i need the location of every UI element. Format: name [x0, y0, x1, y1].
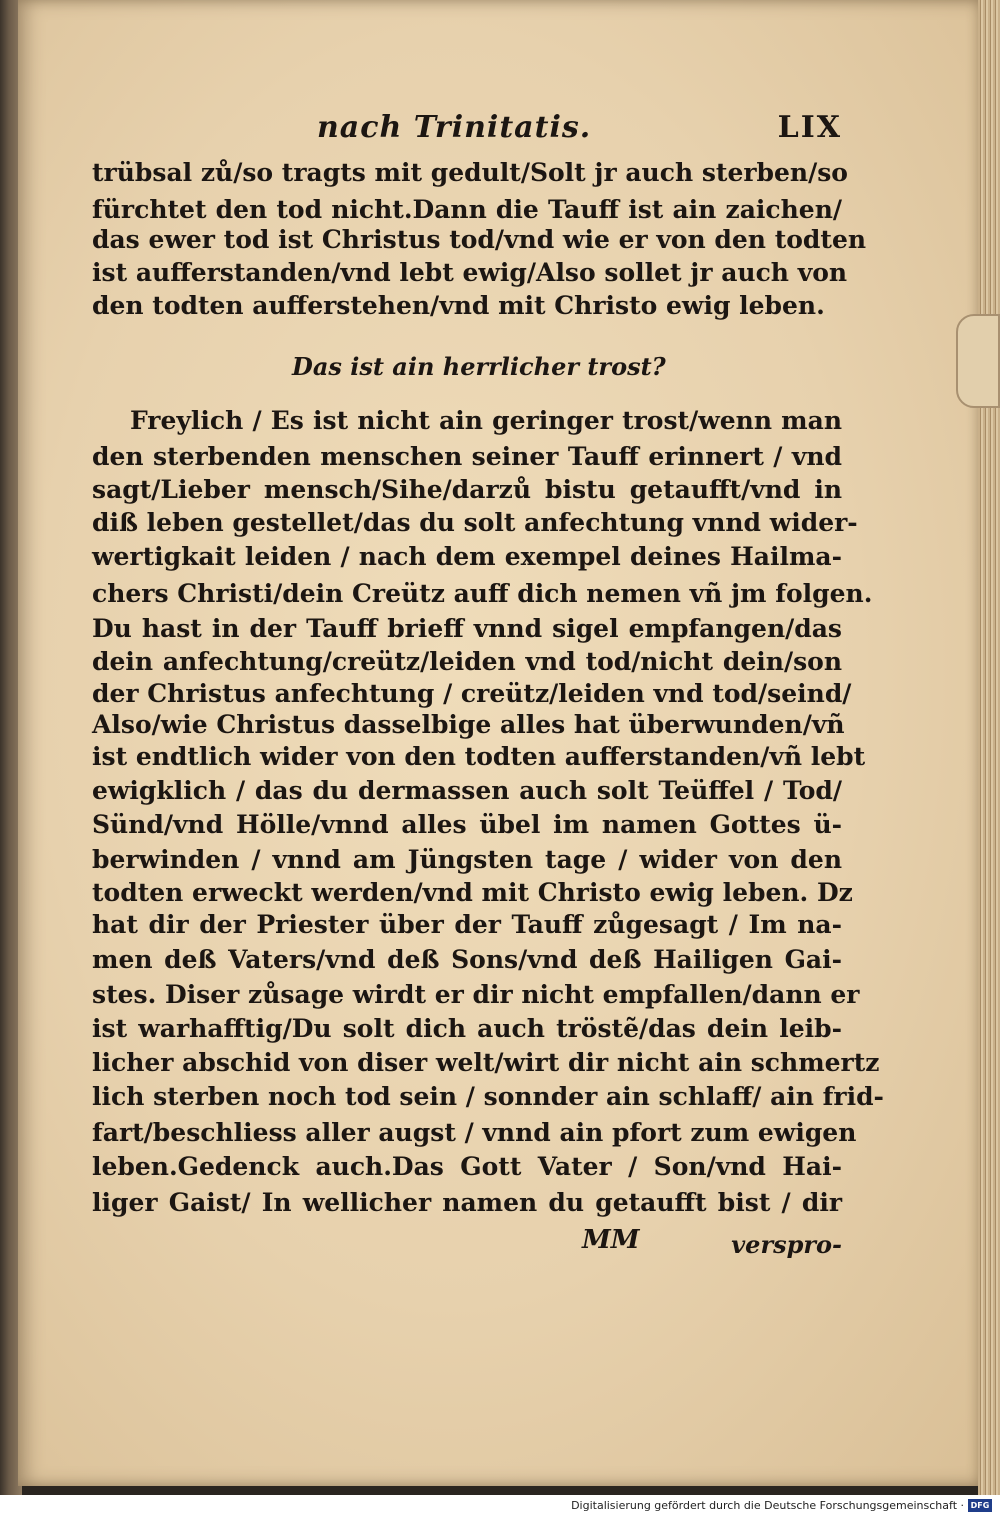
paragraph-line: liger Gaist/ In wellicher namen du getaufft bist / dir: [92, 1188, 842, 1217]
paragraph-line: hat dir der Priester über der Tauff zůgesagt / Im na-: [92, 910, 842, 939]
paragraph-line: den sterbenden menschen seiner Tauff erinnert / vnd: [92, 442, 842, 471]
paragraph-line: ewigklich / das du dermassen auch solt Teüffel / Tod/: [92, 776, 842, 805]
paragraph-line: men deß Vaters/vnd deß Sons/vnd deß Hailigen Gai-: [92, 945, 842, 974]
paragraph-line: sagt/Lieber mensch/Sihe/darzů bistu getaufft/vnd in: [92, 475, 842, 504]
signature-mark: MM: [582, 1225, 640, 1255]
paragraph-line: licher abschid von diser welt/wirt dir nicht ain schmertz: [92, 1048, 880, 1077]
paragraph-line: ist warhafftig/Du solt dich auch tröstẽ/das dein leib-: [92, 1014, 842, 1043]
text-line: fürchtet den tod nicht.Dann die Tauff ist ain zaichen/: [92, 195, 842, 224]
paragraph-line: lich sterben noch tod sein / sonnder ain schlaff/ ain frid-: [92, 1082, 884, 1111]
page-header: [92, 110, 842, 150]
folio-number: LIX: [777, 110, 842, 145]
paragraph-line: der Christus anfechtung / creütz/leiden vnd tod/seind/: [92, 679, 852, 708]
paragraph-line: fart/beschliess aller augst / vnnd ain pfort zum ewigen: [92, 1118, 857, 1147]
paragraph-line: stes. Diser zůsage wirdt er dir nicht empfallen/dann er: [92, 980, 860, 1009]
paragraph-line: dein anfechtung/creütz/leiden vnd tod/nicht dein/son: [92, 647, 842, 676]
paragraph-line: leben.Gedenck auch.Das Gott Vater / Son/vnd Hai-: [92, 1152, 842, 1181]
paragraph-line: diß leben gestellet/das du solt anfechtung vnnd wider-: [92, 508, 858, 537]
paragraph-line: Du hast in der Tauff brieff vnnd sigel empfangen/das: [92, 614, 842, 643]
paragraph-line: chers Christi/dein Creütz auff dich nemen vñ jm folgen.: [92, 579, 873, 608]
dfg-logo: DFG: [968, 1499, 992, 1512]
funding-credit: Digitalisierung gefördert durch die Deutsche Forschungsgemeinschaft ·: [571, 1499, 964, 1512]
catchword: verspro-: [731, 1230, 842, 1259]
text-line: den todten aufferstehen/vnd mit Christo ewig leben.: [92, 291, 825, 320]
section-heading: Das ist ain herrlicher trost?: [292, 352, 666, 381]
page-tab-marker: [956, 314, 1000, 408]
footer-bar: [0, 1495, 1000, 1517]
page-fore-edge: [978, 0, 1000, 1495]
text-line: trübsal zů/so tragts mit gedult/Solt jr auch sterben/so: [92, 158, 848, 187]
paragraph-line: Sünd/vnd Hölle/vnnd alles übel im namen Gottes ü-: [92, 810, 842, 839]
paragraph-line: Freylich / Es ist nicht ain geringer trost/wenn man: [130, 406, 842, 435]
paragraph-line: wertigkait leiden / nach dem exempel deines Hailma-: [92, 542, 842, 571]
paragraph-line: todten erweckt werden/vnd mit Christo ewig leben. Dz: [92, 878, 853, 907]
text-line: das ewer tod ist Christus tod/vnd wie er von den todten: [92, 225, 867, 254]
paragraph-line: berwinden / vnnd am Jüngsten tage / wider von den: [92, 845, 842, 874]
paragraph-line: ist endtlich wider von den todten aufferstanden/vñ lebt: [92, 742, 866, 771]
running-head: nach Trinitatis.: [317, 110, 592, 145]
paragraph-line: Also/wie Christus dasselbige alles hat überwunden/vñ: [92, 710, 845, 739]
text-line: ist aufferstanden/vnd lebt ewig/Also sollet jr auch von: [92, 258, 848, 287]
